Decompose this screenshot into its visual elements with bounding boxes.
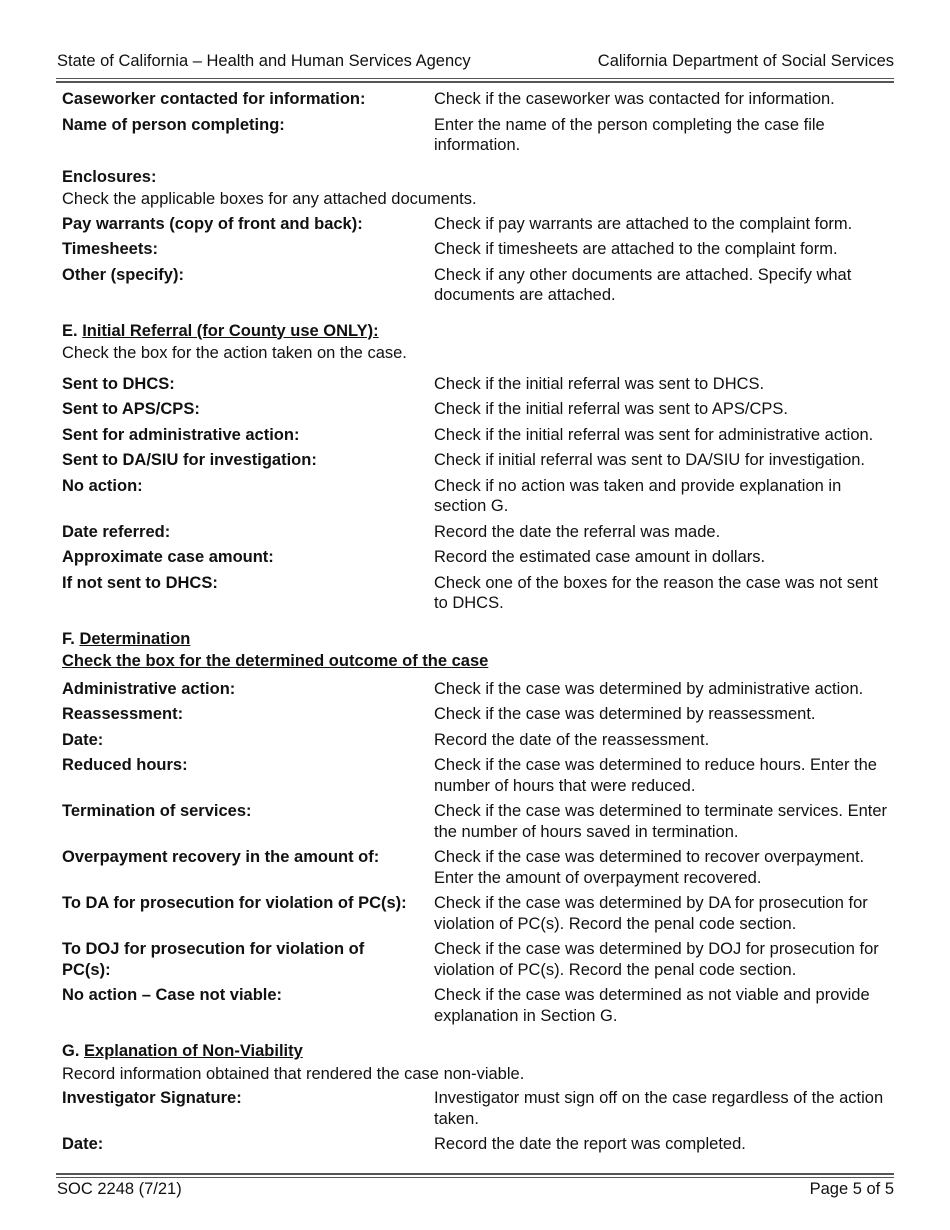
field-description: Enter the name of the person completing the case file information. [434, 115, 825, 154]
section-subtitle-text: Check the box for the determined outcome of the case [62, 652, 489, 670]
section-e-note: Check the box for the action taken on the case. [62, 344, 407, 362]
section-g-heading [62, 1041, 892, 1062]
section-title: Initial Referral (for County use ONLY): [82, 321, 379, 340]
field-label: Reassessment: [62, 705, 184, 723]
field-row [62, 704, 892, 725]
field-description: Record the date the referral was made. [434, 522, 721, 541]
field-row [62, 522, 892, 543]
field-row [62, 893, 892, 934]
field-label: Reduced hours: [62, 756, 188, 774]
field-row [62, 214, 892, 235]
field-description: Check if the case was determined by DA for prosecution for violation of PC(s). Record the penal code section. [434, 894, 868, 933]
field-description: Check if initial referral was sent to DA/SIU for investigation. [434, 451, 866, 469]
field-label: Termination of services: [62, 802, 252, 820]
field-description: Check if the initial referral was sent to APS/CPS. [434, 400, 788, 418]
field-label: To DOJ for prosecution for violation of PC(s): [62, 940, 365, 979]
field-row [62, 573, 892, 614]
field-label: Sent for administrative action: [62, 425, 300, 444]
page-footer [57, 1180, 894, 1199]
field-label: Sent to DHCS: [62, 374, 175, 393]
field-row [62, 425, 892, 446]
section-f-heading [62, 629, 892, 650]
field-label: Overpayment recovery in the amount of: [62, 848, 380, 866]
field-description: Check if the initial referral was sent for administrative action. [434, 425, 874, 444]
field-row [62, 801, 892, 842]
field-description: Check if the case was determined by administrative action. [434, 679, 864, 698]
field-row [62, 239, 892, 260]
field-description: Check if the case was determined to reduce hours. Enter the number of hours that were reduced. [434, 756, 877, 795]
field-row [62, 265, 892, 306]
field-label: Administrative action: [62, 679, 236, 698]
field-description: Check if the caseworker was contacted for information. [434, 90, 835, 108]
field-label: Date referred: [62, 522, 171, 541]
field-label: Other (specify): [62, 265, 184, 284]
field-row [62, 450, 892, 471]
field-description: Record the estimated case amount in dollars. [434, 548, 766, 566]
field-description: Check if any other documents are attached. Specify what documents are attached. [434, 265, 852, 304]
field-row [62, 755, 892, 796]
field-row [62, 985, 892, 1026]
section-letter: E. [62, 321, 78, 340]
section-g-note: Record information obtained that rendered the case non-viable. [62, 1064, 525, 1083]
field-row [62, 679, 892, 700]
field-description: Check if the initial referral was sent to DHCS. [434, 374, 765, 393]
page-header [57, 52, 894, 71]
field-row [62, 939, 892, 980]
agency-name: State of California – Health and Human Services Agency [57, 52, 471, 70]
field-row [62, 1088, 892, 1129]
section-f-subtitle [62, 651, 892, 672]
field-row [62, 115, 892, 156]
field-description: Check if the case was determined by reassessment. [434, 705, 816, 723]
field-description: Record the date of the reassessment. [434, 730, 710, 749]
section-e-heading [62, 321, 892, 342]
field-row [62, 399, 892, 420]
field-row [62, 374, 892, 395]
section-letter: F. [62, 629, 75, 648]
field-description: Check if the case was determined to terminate services. Enter the number of hours saved in termination. [434, 802, 888, 841]
field-description: Check if pay warrants are attached to the complaint form. [434, 214, 853, 233]
field-label: Caseworker contacted for information: [62, 90, 366, 108]
footer-divider [56, 1177, 894, 1178]
field-row [62, 847, 892, 888]
field-row [62, 1134, 892, 1155]
section-title: Explanation of Non-Viability [84, 1042, 303, 1060]
field-label: No action – Case not viable: [62, 986, 283, 1004]
field-description: Check if the case was determined as not viable and provide explanation in Section G. [434, 986, 870, 1025]
field-label: Pay warrants (copy of front and back): [62, 214, 363, 233]
field-description: Record the date the report was completed. [434, 1135, 746, 1153]
field-description: Check if the case was determined by DOJ for prosecution for violation of PC(s). Record the penal code section. [434, 940, 879, 979]
field-description: Investigator must sign off on the case regardless of the action taken. [434, 1089, 884, 1128]
field-label: If not sent to DHCS: [62, 573, 218, 592]
field-label: Sent to DA/SIU for investigation: [62, 451, 317, 469]
field-description: Check if no action was taken and provide explanation in section G. [434, 476, 842, 515]
section-title: Determination [79, 629, 191, 648]
field-row [62, 476, 892, 517]
field-label: Timesheets: [62, 240, 158, 258]
enclosures-note: Check the applicable boxes for any attached documents. [62, 190, 477, 208]
field-description: Check if timesheets are attached to the complaint form. [434, 240, 838, 258]
field-label: Sent to APS/CPS: [62, 400, 200, 418]
field-description: Check if the case was determined to recover overpayment. Enter the amount of overpayment recovered. [434, 848, 865, 887]
section-letter: G. [62, 1042, 80, 1060]
form-number: SOC 2248 (7/21) [57, 1180, 182, 1198]
field-description: Check one of the boxes for the reason the case was not sent to DHCS. [434, 573, 878, 612]
document-body [62, 89, 892, 1160]
field-label: Date: [62, 730, 104, 749]
field-label: To DA for prosecution for violation of PC(s): [62, 894, 407, 912]
field-label: Investigator Signature: [62, 1089, 242, 1107]
field-row [62, 89, 892, 110]
enclosures-heading: Enclosures: [62, 167, 157, 186]
field-label: Date: [62, 1135, 104, 1153]
field-label: Approximate case amount: [62, 548, 274, 566]
page-number: Page 5 of 5 [809, 1180, 894, 1198]
header-divider [56, 78, 894, 79]
footer-divider [56, 1173, 894, 1175]
department-name: California Department of Social Services [597, 52, 894, 70]
header-divider [56, 81, 894, 83]
field-label: No action: [62, 476, 143, 495]
field-label: Name of person completing: [62, 115, 285, 134]
field-row [62, 547, 892, 568]
field-row [62, 730, 892, 751]
